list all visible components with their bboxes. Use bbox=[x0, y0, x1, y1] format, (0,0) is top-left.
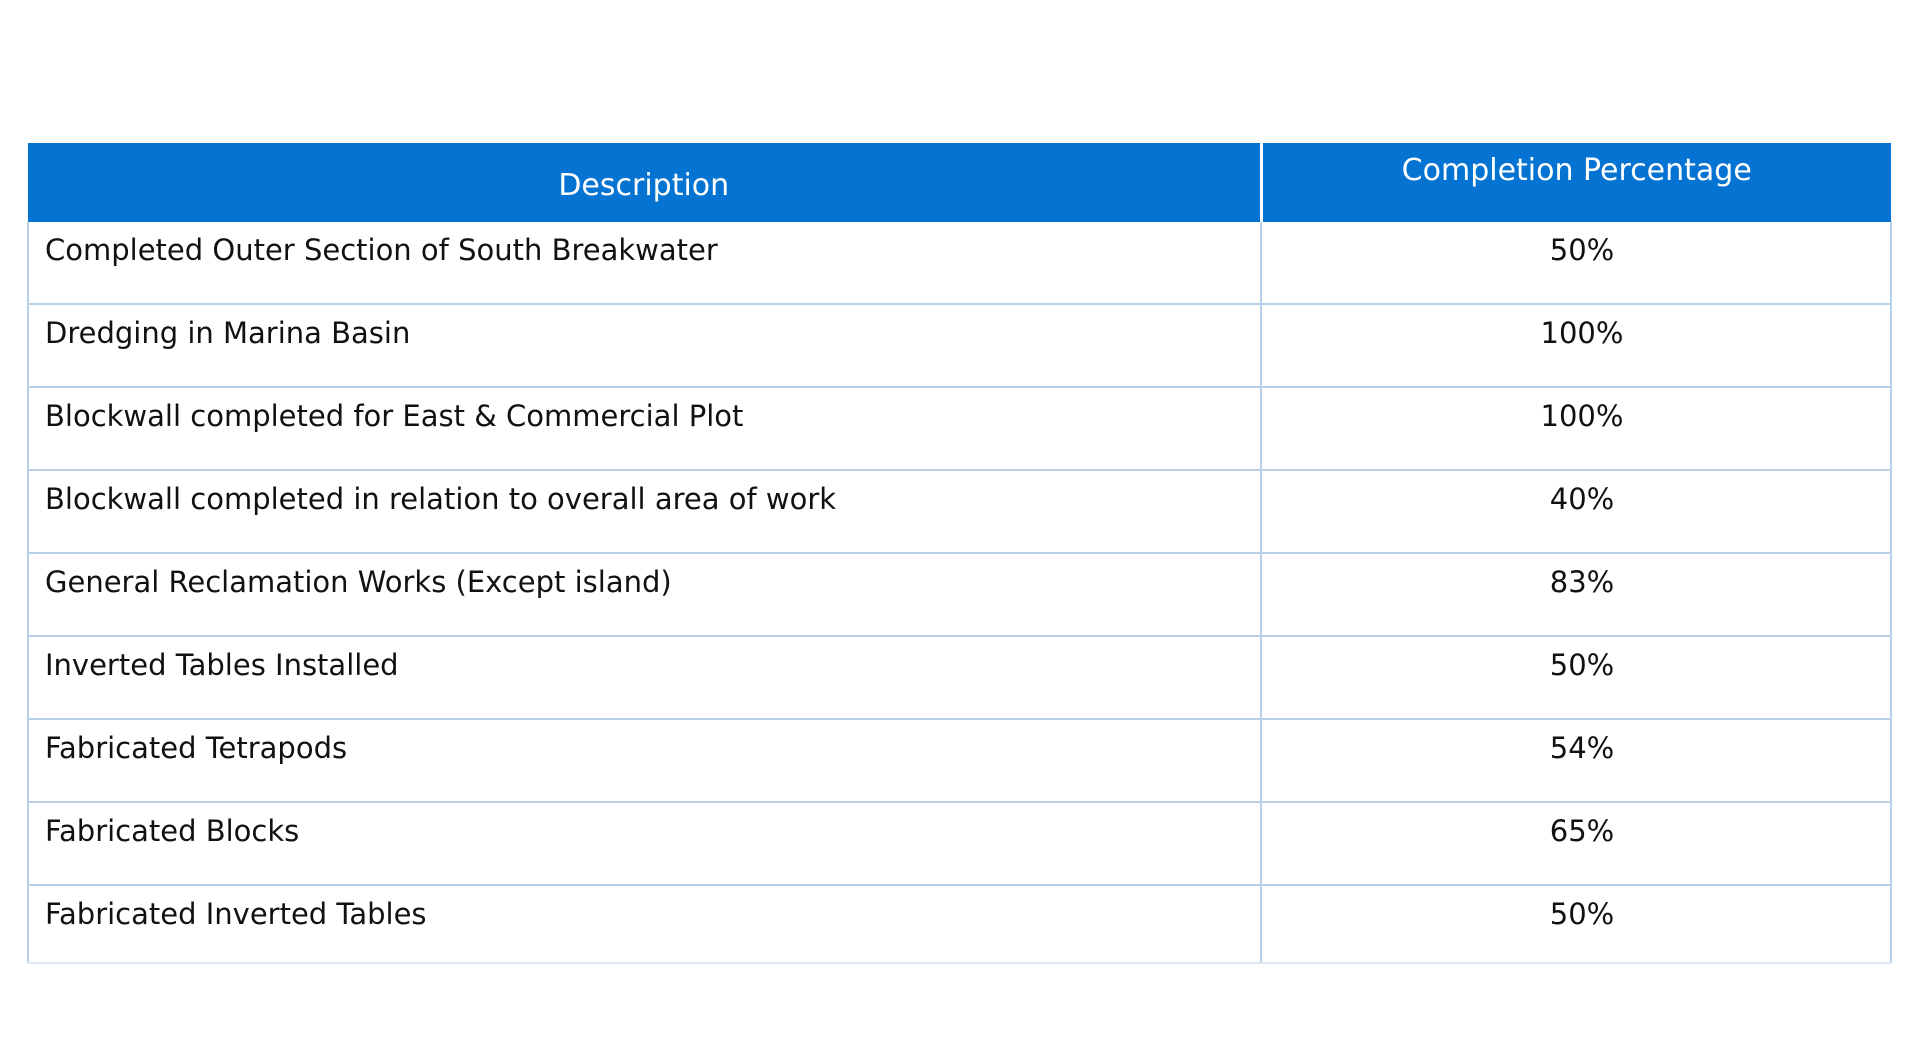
completion-cell: 65% bbox=[1261, 802, 1891, 885]
completion-cell: 100% bbox=[1261, 304, 1891, 387]
progress-table bbox=[27, 143, 1892, 964]
description-cell: Fabricated Inverted Tables bbox=[28, 885, 1261, 963]
description-cell: Dredging in Marina Basin bbox=[28, 304, 1261, 387]
description-cell: Fabricated Tetrapods bbox=[28, 719, 1261, 802]
completion-cell: 50% bbox=[1261, 636, 1891, 719]
progress-table-container bbox=[27, 143, 1890, 964]
table-row bbox=[28, 719, 1891, 802]
table-header bbox=[28, 143, 1891, 222]
completion-cell: 50% bbox=[1261, 885, 1891, 963]
column-header-description: Description bbox=[28, 143, 1261, 222]
table-row bbox=[28, 387, 1891, 470]
description-cell: Inverted Tables Installed bbox=[28, 636, 1261, 719]
table-row bbox=[28, 222, 1891, 304]
completion-cell: 54% bbox=[1261, 719, 1891, 802]
table-body bbox=[28, 222, 1891, 963]
completion-cell: 83% bbox=[1261, 553, 1891, 636]
table-row bbox=[28, 636, 1891, 719]
completion-cell: 40% bbox=[1261, 470, 1891, 553]
header-row bbox=[28, 143, 1891, 222]
description-cell: Blockwall completed in relation to overall area of work bbox=[28, 470, 1261, 553]
table-row bbox=[28, 802, 1891, 885]
completion-cell: 100% bbox=[1261, 387, 1891, 470]
table-row bbox=[28, 304, 1891, 387]
table-row bbox=[28, 885, 1891, 963]
description-cell: General Reclamation Works (Except island) bbox=[28, 553, 1261, 636]
completion-cell: 50% bbox=[1261, 222, 1891, 304]
description-cell: Fabricated Blocks bbox=[28, 802, 1261, 885]
column-header-completion: Completion Percentage bbox=[1261, 143, 1891, 222]
description-cell: Completed Outer Section of South Breakwater bbox=[28, 222, 1261, 304]
description-cell: Blockwall completed for East & Commercial Plot bbox=[28, 387, 1261, 470]
table-row bbox=[28, 553, 1891, 636]
table-row bbox=[28, 470, 1891, 553]
